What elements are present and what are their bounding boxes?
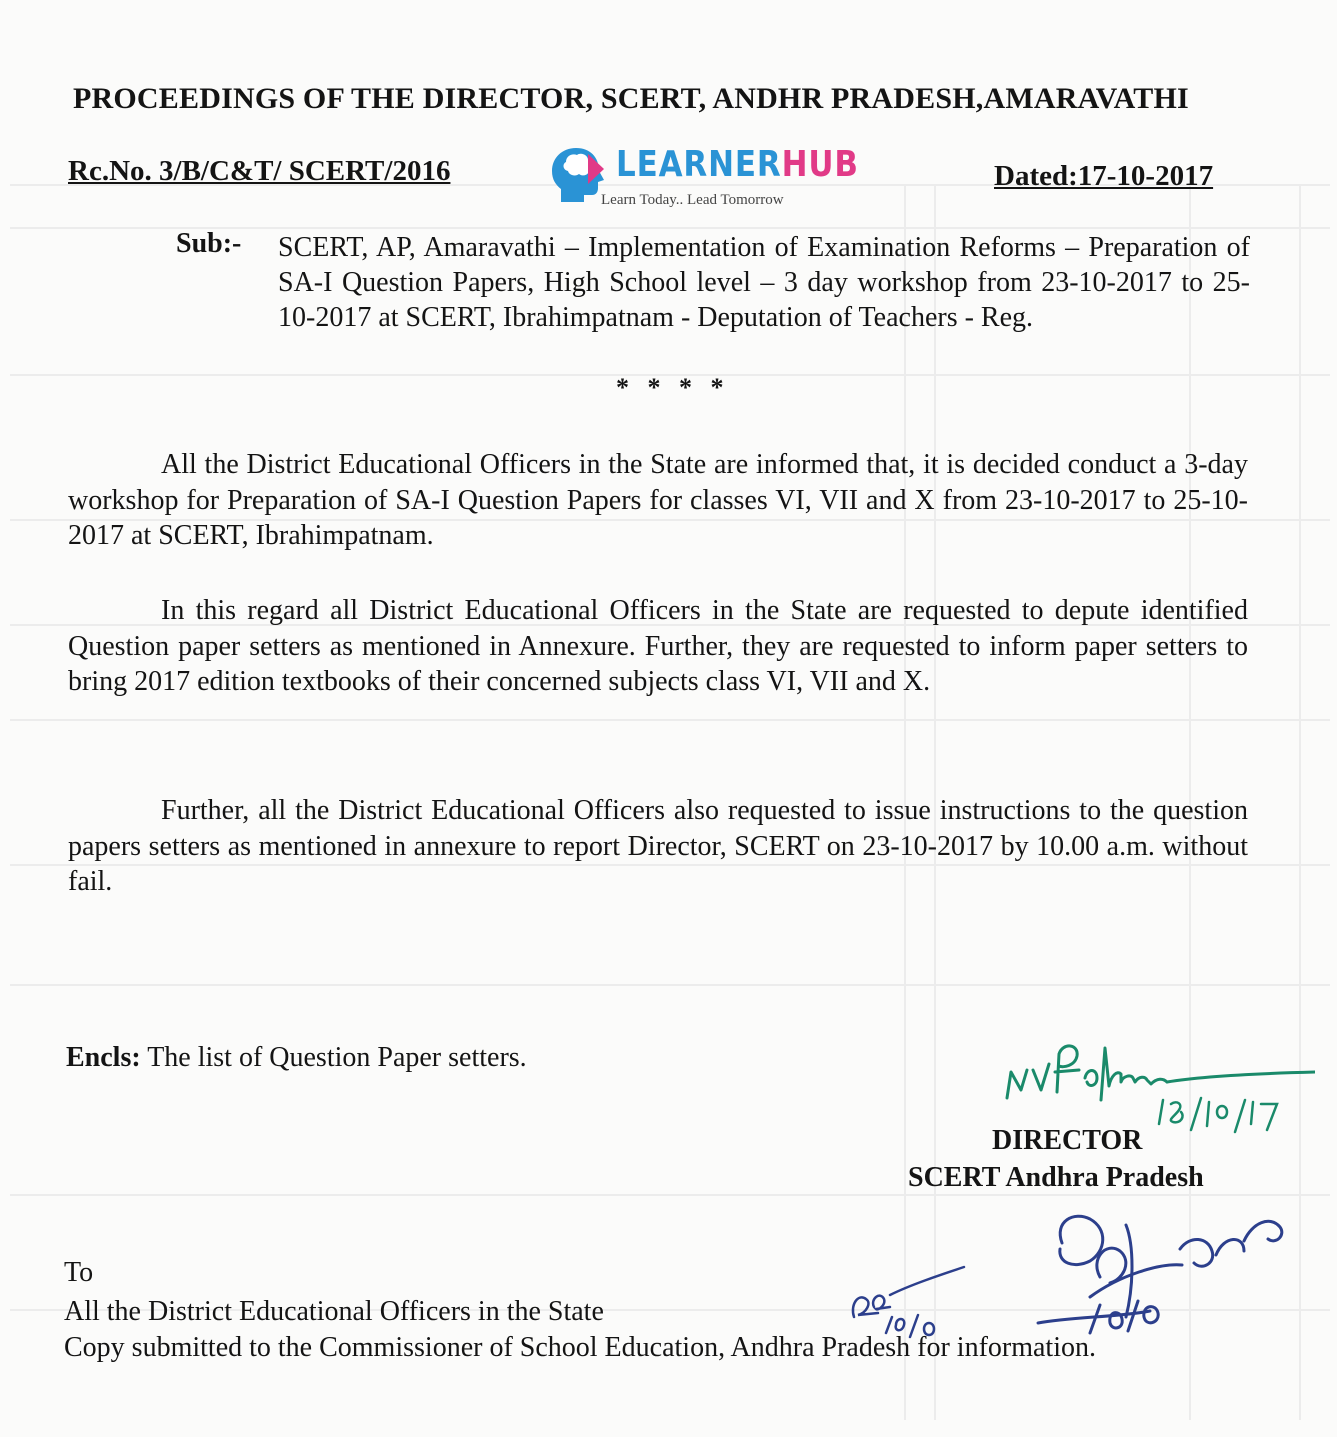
reference-number: Rc.No. 3/B/C&T/ SCERT/2016: [68, 155, 451, 187]
recipient-line-1: All the District Educational Officers in the State: [64, 1296, 604, 1327]
logo-word-learner: LEARNER: [616, 144, 782, 185]
enclosure-label: Encls:: [66, 1042, 141, 1073]
date-line: Dated:17-10-2017: [994, 160, 1214, 192]
subject-text: SCERT, AP, Amaravathi – Implementation of Examination Reforms – Preparation of SA-I Question Papers, High School level – 3 day workshop from 23-10-2017 to 25-10-2017 at SCERT, Ibrahimpatnam - Deputation of Teachers - Reg.: [278, 232, 1250, 333]
body-paragraph-3: Further, all the District Educational Officers also requested to issue instructions to the question papers setters as mentioned in annexure to report Director, SCERT on 23-10-2017 by 10.00 a.m. without fail.: [68, 795, 1248, 897]
logo-wordmark: [616, 144, 859, 185]
section-separator: * * * *: [616, 373, 730, 402]
recipient-line-2: Copy submitted to the Commissioner of School Education, Andhra Pradesh for information.: [64, 1332, 1096, 1363]
subject-label: Sub:-: [176, 228, 242, 259]
proceedings-heading: PROCEEDINGS OF THE DIRECTOR, SCERT, ANDHR PRADESH,AMARAVATHI: [73, 82, 1189, 115]
body-paragraph-2: In this regard all District Educational Officers in the State are requested to depute identified Question paper setters as mentioned in Annexure. Further, they are requested to inform paper setters to bring 2017 edition textbooks of their concerned subjects class VI, VII and X.: [68, 595, 1248, 697]
director-signature: [995, 1020, 1315, 1140]
signatory-office: SCERT Andhra Pradesh: [908, 1162, 1204, 1193]
enclosure-line: [66, 1042, 527, 1074]
learnerhub-logo: [546, 144, 859, 214]
body-paragraph-1: All the District Educational Officers in the State are informed that, it is decided conduct a 3-day workshop for Preparation of SA-I Question Papers for classes VI, VII and X from 23-10-2017 to 25-10-2017 at SCERT, Ibrahimpatnam.: [68, 449, 1248, 551]
logo-tagline: Learn Today.. Lead Tomorrow: [601, 192, 784, 208]
logo-word-hub: HUB: [781, 144, 859, 185]
enclosure-text: The list of Question Paper setters.: [147, 1042, 527, 1073]
signatory-title: DIRECTOR: [992, 1125, 1143, 1156]
officer-signature-blue: [1030, 1205, 1290, 1345]
to-label: To: [64, 1257, 94, 1288]
